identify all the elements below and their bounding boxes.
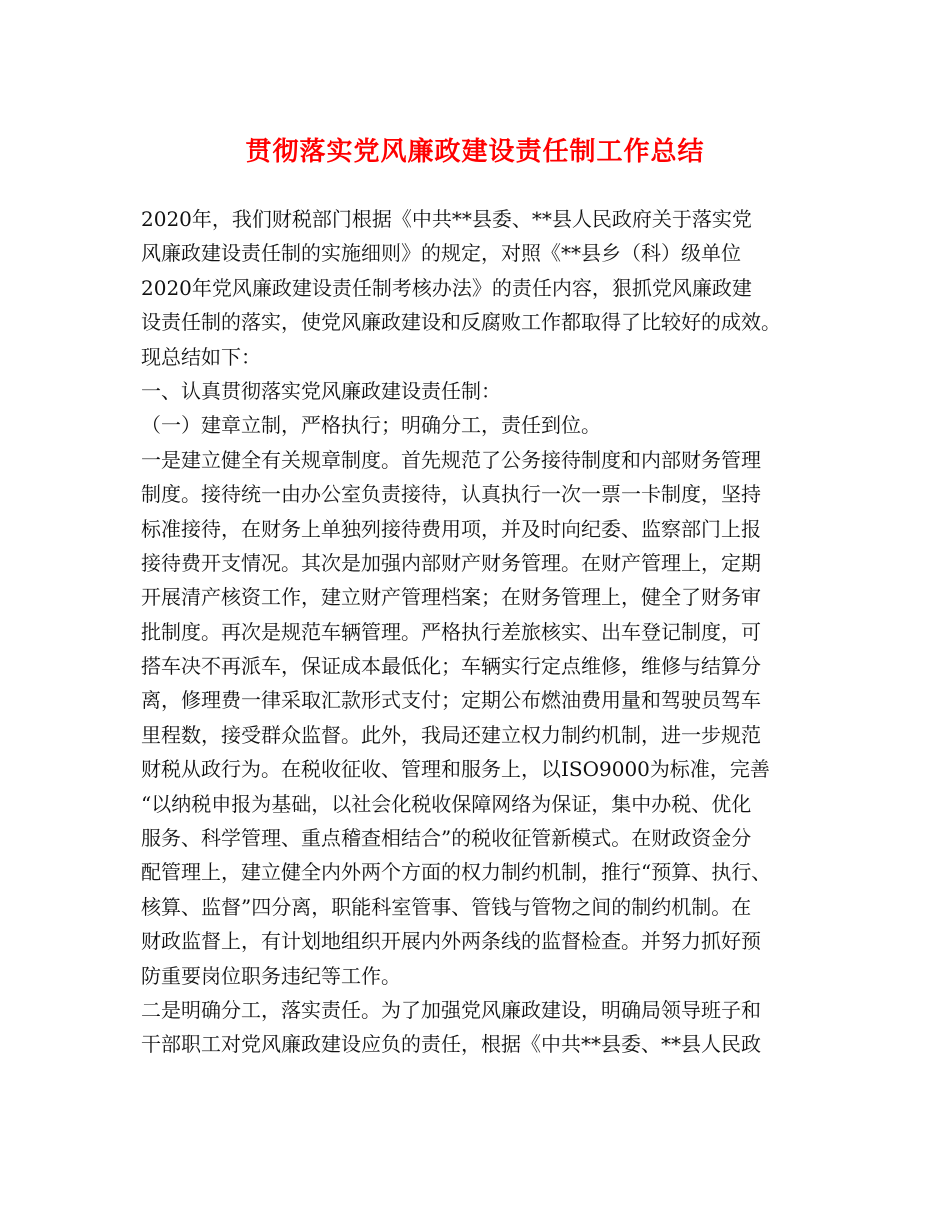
- body-line: 搭车决不再派车，保证成本最低化；车辆实行定点维修，维修与结算分: [141, 654, 761, 679]
- body-line: “以纳税申报为基础，以社会化税收保障网络为保证，集中办税、优化: [141, 791, 752, 816]
- document-body: [141, 202, 821, 1062]
- body-line: 开展清产核资工作，建立财产管理档案；在财务管理上，健全了财务审: [141, 585, 761, 610]
- body-line: 批制度。再次是规范车辆管理。严格执行差旅核实、出车登记制度，可: [141, 619, 761, 644]
- body-line: 财税从政行为。在税收征收、管理和服务上，以ISO9000为标准，完善: [141, 757, 770, 782]
- body-line: 核算、监督”四分离，职能科室管事、管钱与管物之间的制约机制。在: [141, 894, 752, 919]
- body-line: 财政监督上，有计划地组织开展内外两条线的监督检查。并努力抓好预: [141, 929, 761, 954]
- body-line: 设责任制的落实，使党风廉政建设和反腐败工作都取得了比较好的成效。: [141, 310, 781, 335]
- body-line: 服务、科学管理、重点稽查相结合”的税收征管新模式。在财政资金分: [141, 826, 752, 851]
- body-line: 2020年，我们财税部门根据《中共**县委、**县人民政府关于落实党: [141, 207, 752, 231]
- body-line: 接待费开支情况。其次是加强内部财产财务管理。在财产管理上，定期: [141, 550, 761, 575]
- subsection-heading: （一）建章立制，严格执行；明确分工，责任到位。: [141, 413, 601, 438]
- body-line: 里程数，接受群众监督。此外，我局还建立权力制约机制，进一步规范: [141, 722, 761, 747]
- body-line: 风廉政建设责任制的实施细则》的规定，对照《**县乡（科）级单位: [141, 241, 741, 266]
- body-line: 标准接待，在财务上单独列接待费用项，并及时向纪委、监察部门上报: [141, 516, 761, 541]
- body-line: 二是明确分工，落实责任。为了加强党风廉政建设，明确局领导班子和: [141, 997, 761, 1022]
- body-line: 制度。接待统一由办公室负责接待，认真执行一次一票一卡制度，坚持: [141, 482, 761, 507]
- body-line: 干部职工对党风廉政建设应负的责任，根据《中共**县委、**县人民政: [141, 1032, 761, 1057]
- body-line: 2020年党风廉政建设责任制考核办法》的责任内容，狠抓党风廉政建: [141, 275, 752, 300]
- body-line: 一是建立健全有关规章制度。首先规范了公务接待制度和内部财务管理: [141, 447, 761, 472]
- section-heading: 一、认真贯彻落实党风廉政建设责任制：: [141, 378, 501, 403]
- body-line: 配管理上，建立健全内外两个方面的权力制约机制，推行“预算、执行、: [141, 860, 772, 885]
- document-title: 贯彻落实党风廉政建设责任制工作总结: [245, 137, 705, 167]
- body-line: 防重要岗位职务违纪等工作。: [141, 963, 401, 988]
- body-line: 离，修理费一律采取汇款形式支付；定期公布燃油费用量和驾驶员驾车: [141, 688, 761, 713]
- body-line: 现总结如下：: [141, 344, 261, 369]
